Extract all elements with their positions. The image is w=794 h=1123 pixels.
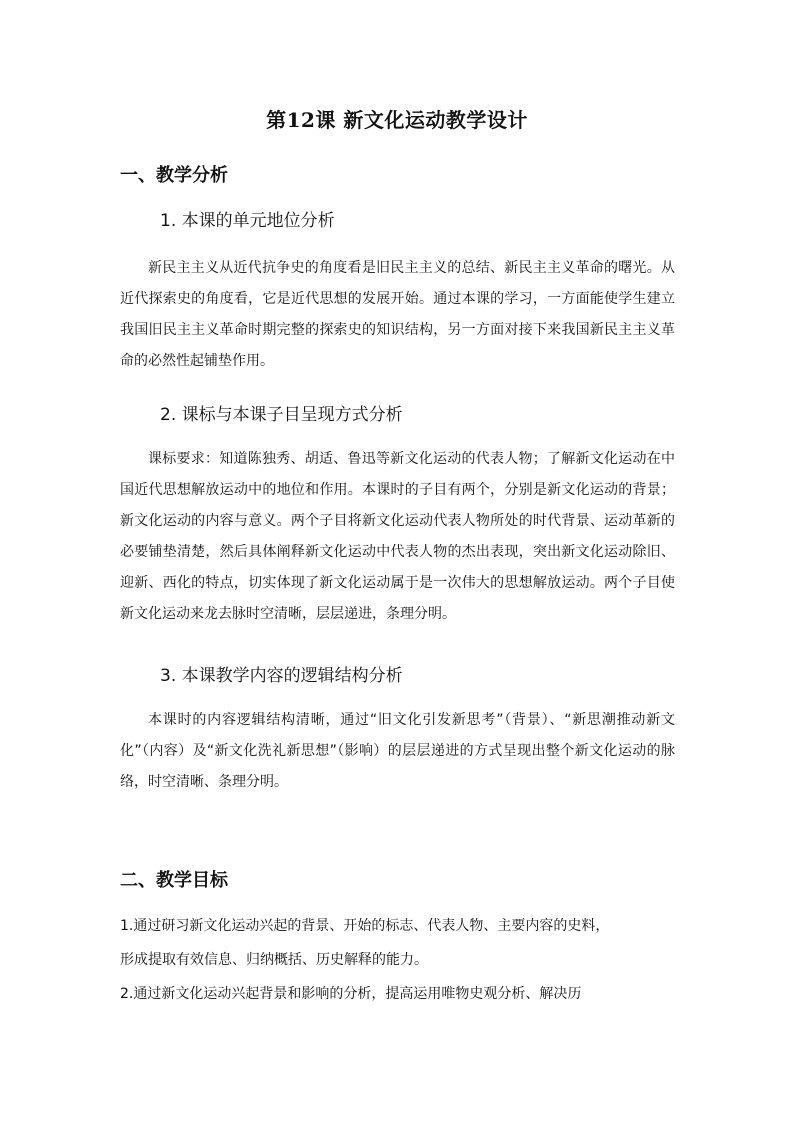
paragraph-unit-position: 新民主主义从近代抗争史的角度看是旧民主主义的总结、新民主主义革命的曙光。从近代探索史的角度看，它是近代思想的发展开始。通过本课的学习，一方面能使学生建立我国旧民主主义革命时期完整的探索史的知识结构，另一方面对接下来我国新民主主义革命的必然性起铺垫作用。	[120, 260, 675, 369]
paragraph-curriculum: 课标要求：知道陈独秀、胡适、鲁迅等新文化运动的代表人物；了解新文化运动在中国近代思想解放运动中的地位和作用。本课时的子目有两个，分别是新文化运动的背景；新文化运动的内容与意义。两个子目将新文化运动代表人物所处的时代背景、运动革新的必要铺垫清楚，然后具体阐释新文化运动中代表人物的杰出表现，突出新文化运动除旧、迎新、西化的特点，切实体现了新文化运动属于是一次伟大的思想解放运动。两个子目使新文化运动来龙去脉时空清晰，层层递进，条理分明。	[120, 451, 675, 622]
objective-line: 1.通过研习新文化运动兴起的背景、开始的标志、代表人物、主要内容的史料，	[120, 918, 610, 934]
paragraph-logic-structure: 本课时的内容逻辑结构清晰，通过“旧文化引发新思考”（背景）、“新思潮推动新文化”（内容）及“新文化洗礼新思想”（影响）的层层递进的方式呈现出整个新文化运动的脉络，时空清晰、条理分明。	[120, 712, 675, 790]
objective-line: 形成提取有效信息、归纳概括、历史解释的能力。	[120, 952, 428, 968]
section-heading-analysis: 一、教学分析	[120, 165, 228, 186]
subsection-heading-unit-position: 1. 本课的单元地位分析	[160, 211, 335, 231]
objective-line: 2.通过新文化运动兴起背景和影响的分析，提高运用唯物史观分析、解决历	[120, 986, 582, 1002]
subsection-heading-logic-structure: 3. 本课教学内容的逻辑结构分析	[160, 666, 403, 686]
subsection-heading-curriculum: 2. 课标与本课子目呈现方式分析	[160, 405, 403, 425]
section-heading-objectives: 二、教学目标	[120, 870, 228, 891]
document-title: 第12课 新文化运动教学设计	[266, 108, 528, 132]
